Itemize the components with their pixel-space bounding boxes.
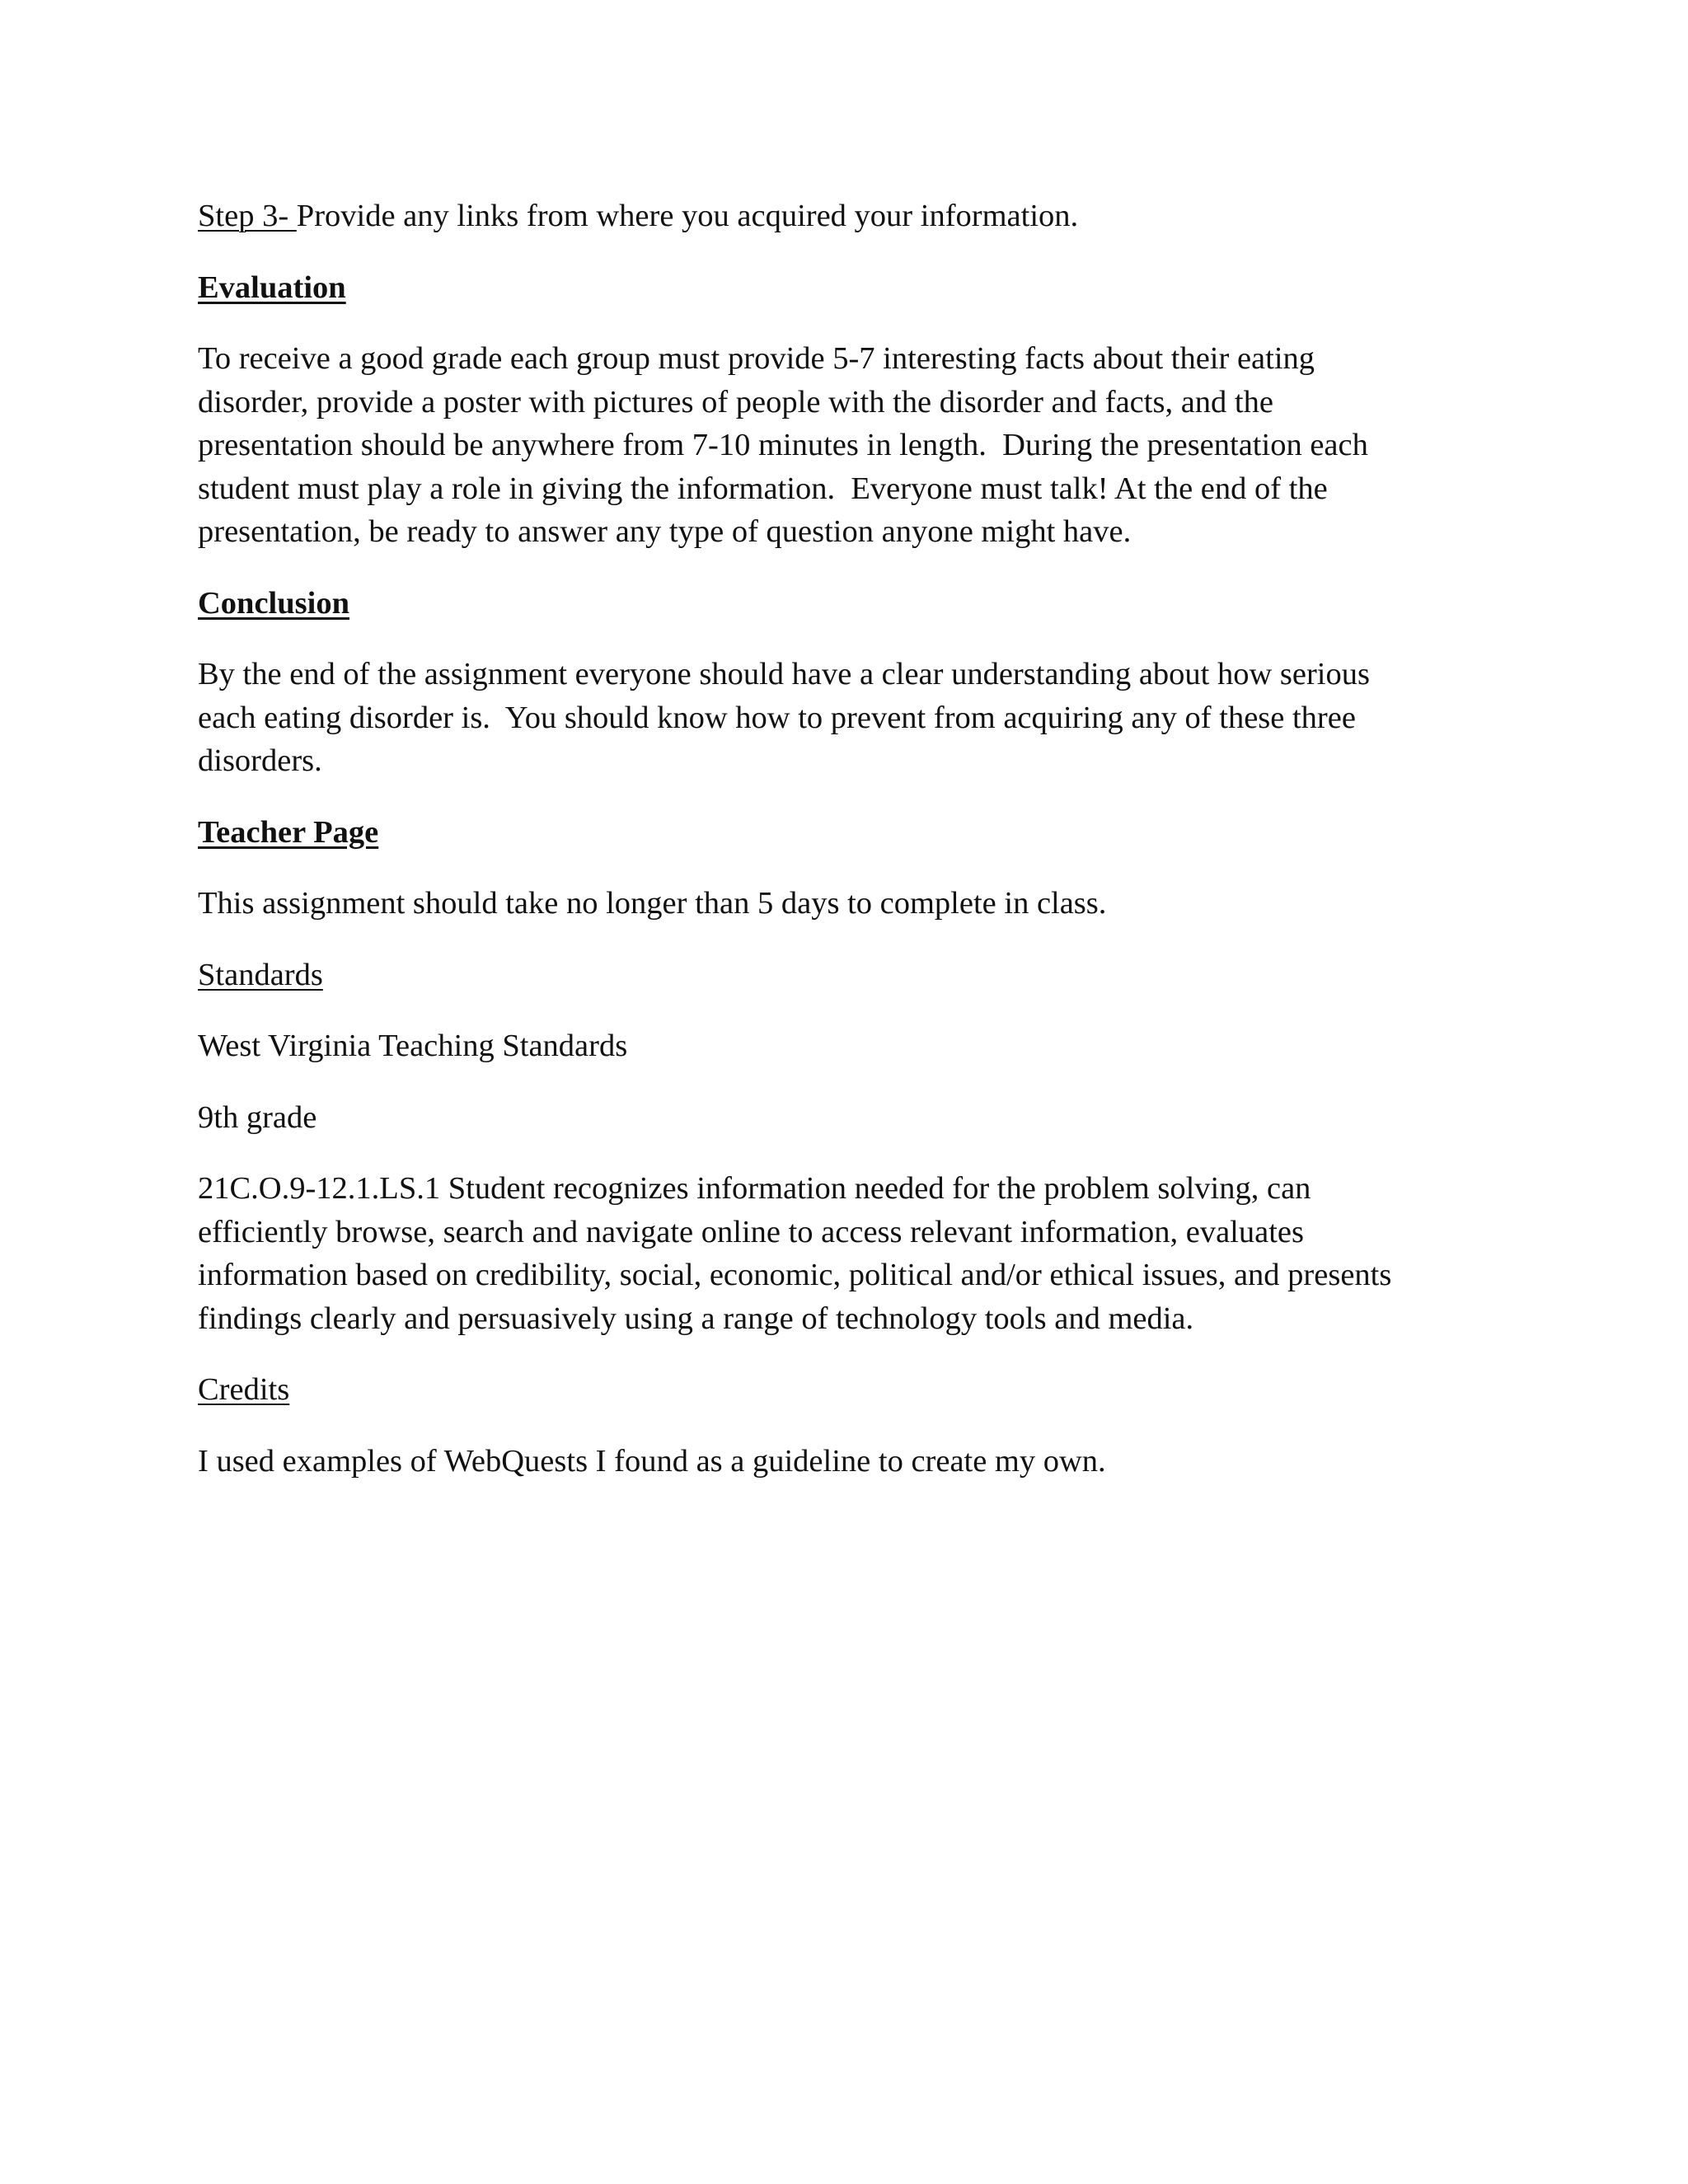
evaluation-heading: Evaluation bbox=[198, 269, 346, 305]
credits-heading: Credits bbox=[198, 1372, 290, 1407]
document-body bbox=[198, 194, 1492, 1511]
evaluation-paragraph bbox=[198, 337, 1492, 554]
step-3-text: Provide any links from where you acquired your information. bbox=[296, 199, 1079, 233]
standards-grade: 9th grade bbox=[198, 1099, 317, 1135]
standards-line: 21C.O.9-12.1.LS.1 Student recognizes information needed for the problem solving, can bbox=[198, 1171, 1311, 1206]
standards-heading: Standards bbox=[198, 957, 323, 992]
evaluation-line: student must play a role in giving the information. Everyone must talk! At the end of the bbox=[198, 471, 1328, 506]
credits-text: I used examples of WebQuests I found as a guideline to create my own. bbox=[198, 1443, 1106, 1479]
evaluation-line: presentation should be anywhere from 7-10 minutes in length. During the presentation each bbox=[198, 428, 1368, 462]
teacher-page-heading: Teacher Page bbox=[198, 814, 379, 850]
conclusion-line: each eating disorder is. You should know how to prevent from acquiring any of these three bbox=[198, 700, 1356, 735]
standards-line: findings clearly and persuasively using a range of technology tools and media. bbox=[198, 1301, 1194, 1336]
step-3-paragraph bbox=[198, 194, 1492, 238]
standards-paragraph bbox=[198, 1167, 1492, 1340]
evaluation-line: disorder, provide a poster with pictures of people with the disorder and facts, and the bbox=[198, 384, 1273, 419]
conclusion-paragraph bbox=[198, 653, 1492, 783]
teacher-page-text: This assignment should take no longer than 5 days to complete in class. bbox=[198, 886, 1107, 921]
standards-line: efficiently browse, search and navigate online to access relevant information, evaluates bbox=[198, 1214, 1304, 1249]
conclusion-line: By the end of the assignment everyone should have a clear understanding about how serious bbox=[198, 657, 1370, 691]
evaluation-line: To receive a good grade each group must provide 5-7 interesting facts about their eating bbox=[198, 341, 1315, 376]
evaluation-line: presentation, be ready to answer any type of question anyone might have. bbox=[198, 514, 1132, 549]
step-3-label: Step 3- bbox=[198, 199, 297, 233]
standards-state: West Virginia Teaching Standards bbox=[198, 1029, 628, 1063]
conclusion-heading: Conclusion bbox=[198, 585, 350, 621]
standards-line: information based on credibility, social, economic, political and/or ethical issues, and presents bbox=[198, 1258, 1392, 1292]
conclusion-line: disorders. bbox=[198, 743, 322, 778]
